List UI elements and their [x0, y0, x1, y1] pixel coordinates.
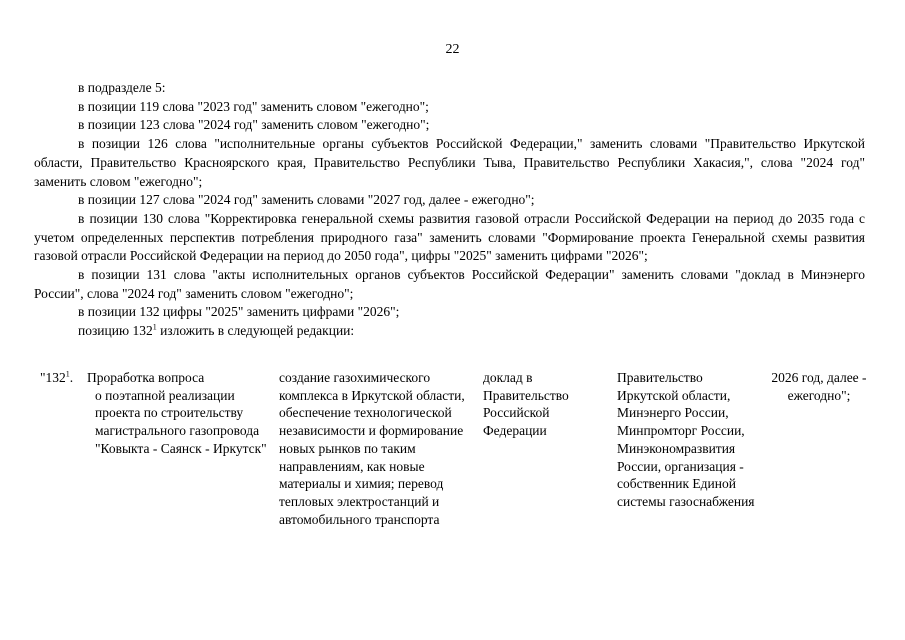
document-type: доклад в Правительство Российской Федерации	[483, 370, 569, 439]
paragraph-new-edition	[34, 322, 865, 341]
paragraph-text: изложить в следующей редакции:	[156, 323, 355, 339]
measure-name	[87, 369, 277, 458]
position-number-text: "132	[40, 370, 66, 385]
paragraph: в позиции 132 цифры "2025" заменить цифрами "2026";	[78, 304, 400, 320]
measure-name-first-line: Проработка вопроса	[87, 370, 205, 385]
superscript: 1	[65, 369, 70, 379]
paragraph: в позиции 131 слова "акты исполнительных органов субъектов Российской Федерации" заменить словами "доклад в Минэнерго России", слова "2024 год" заменить словом "ежегодно";	[34, 267, 865, 301]
expected-result: создание газохимического комплекса в Иркутской области, обеспечение технологической независимости и формирование новых рынков по таким направлениям, как новые материалы и химия; перевод тепловых электростанций и автомобильного транспорта	[279, 370, 465, 527]
position-number-dot: .	[69, 370, 74, 385]
paragraph: в позиции 126 слова "исполнительные органы субъектов Российской Федерации," заменить словами "Правительство Иркутской области, Правительство Красноярского края, Правительство Республики Тыва, Правительство Республики Хакасия,", слова "2024 год" заменить словом "ежегодно";	[34, 136, 865, 189]
measure-name-rest: о поэтапной реализации проекта по строительству магистрального газопровода "Ковыкта - Саянск - Иркутск"	[95, 387, 267, 456]
document-body	[34, 79, 865, 341]
position-number	[40, 369, 86, 387]
superscript: 1	[152, 322, 157, 332]
paragraph: в позиции 123 слова "2024 год" заменить словом "ежегодно";	[78, 117, 430, 133]
paragraph: в позиции 127 слова "2024 год" заменить словами "2027 год, далее - ежегодно";	[78, 192, 535, 208]
responsible-executors: Правительство Иркутской области, Минэнерго России, Минпромторг России, Минэкономразвития России, организация - собственник Единой системы газоснабжения	[617, 370, 755, 509]
paragraph: в подразделе 5:	[78, 80, 166, 95]
paragraph-text: позицию 132	[78, 323, 153, 339]
paragraph: в позиции 130 слова "Корректировка генеральной схемы развития газовой отрасли Российской Федерации на период до 2035 года с учетом определенных перспектив потребления природного газа" заменить словами "Формирование проекта Генеральной схемы развития газовой отрасли Российской Федерации на период до 2050 года", цифры "2025" заменить цифрами "2026";	[34, 210, 865, 264]
paragraph: в позиции 119 слова "2023 год" заменить словом "ежегодно";	[78, 98, 429, 114]
page-number: 22	[445, 42, 460, 57]
deadline: 2026 год, далее - ежегодно";	[771, 370, 867, 403]
